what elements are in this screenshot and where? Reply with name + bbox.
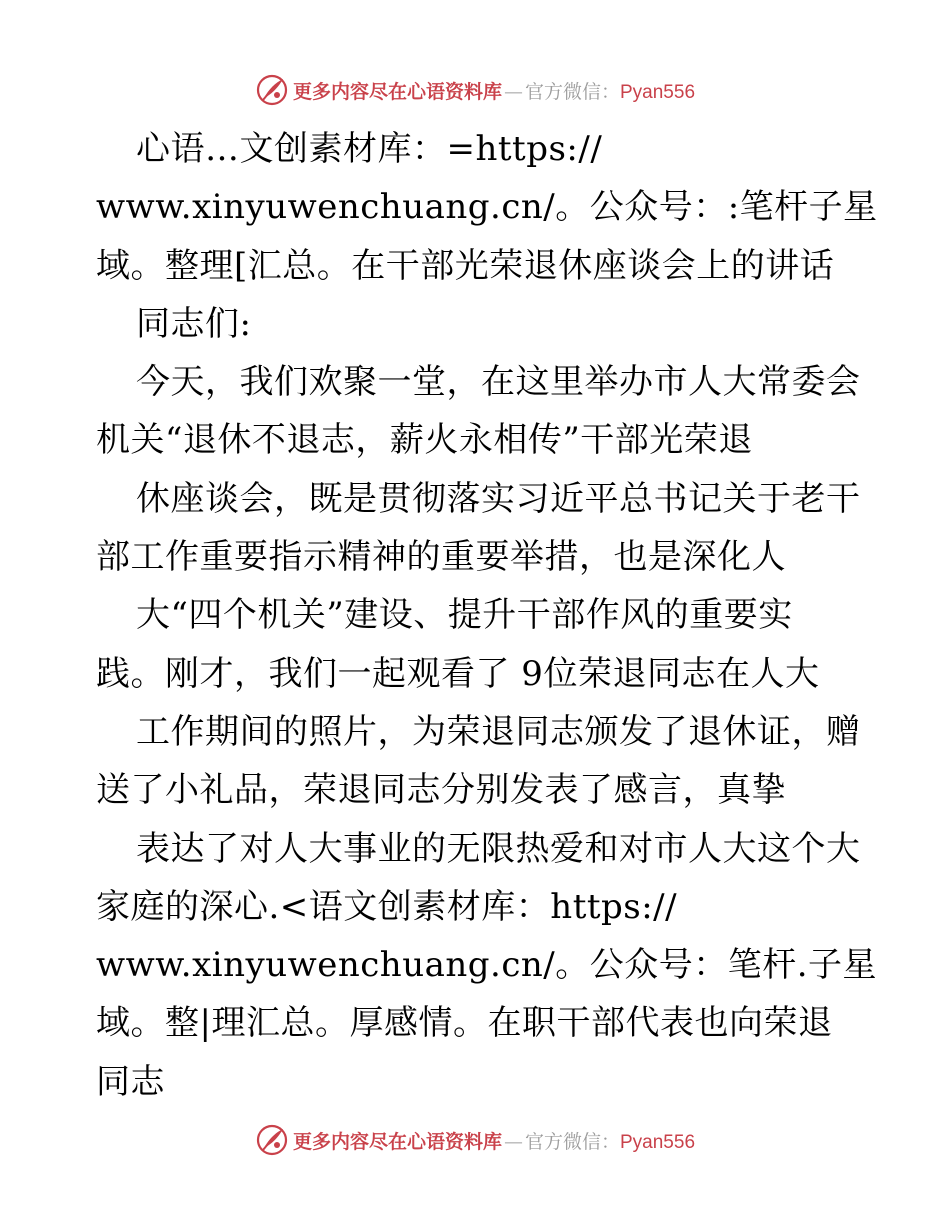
feather-pen-logo-icon (255, 1123, 289, 1157)
footer-promo-text: 更多内容尽在心语资料库 (292, 1130, 502, 1153)
body-line: 践。刚才，我们一起观看了 9位荣退同志在人大 (96, 653, 820, 694)
header-wechat-id: Pyan556 (620, 81, 696, 103)
body-line: 同志 (96, 1061, 165, 1102)
body-line: 域。整理[汇总。在干部光荣退休座谈会上的讲话 (96, 245, 835, 286)
feather-pen-logo-icon (255, 73, 289, 107)
footer-wechat-label: 官方微信： (524, 1130, 620, 1153)
footer-wechat-id: Pyan556 (620, 1131, 696, 1153)
body-line: 家庭的深心.<语文创素材库：https:// (96, 886, 678, 927)
footer-separator: — (503, 1130, 523, 1153)
body-line: 表达了对人大事业的无限热爱和对市人大这个大 (136, 828, 861, 869)
body-line: 工作期间的照片，为荣退同志颁发了退休证，赠 (136, 711, 861, 752)
body-line: 心语…文创素材库：=https:// (136, 129, 603, 169)
body-line: 大“四个机关”建设、提升干部作风的重要实 (136, 595, 793, 636)
body-line: 部工作重要指示精神的重要举措，也是深化人 (96, 537, 786, 578)
footer-promo (293, 1127, 695, 1154)
footer-banner (0, 1120, 950, 1160)
body-line: 休座谈会，既是贯彻落实习近平总书记关于老干 (136, 478, 861, 519)
document-body (96, 120, 876, 1111)
header-promo-text: 更多内容尽在心语资料库 (292, 80, 502, 103)
header-banner (0, 70, 950, 110)
body-line: 送了小礼品，荣退同志分别发表了感言，真挚 (96, 770, 786, 811)
body-line: 机关“退休不退志，薪火永相传”干部光荣退 (96, 420, 753, 461)
body-line: 域。整|理汇总。厚感情。在职干部代表也向荣退 (96, 1003, 833, 1044)
header-promo (293, 77, 695, 104)
header-wechat-label: 官方微信： (524, 80, 620, 103)
body-line: www.xinyuwenchuang.cn/。公众号：笔杆.子星 (96, 945, 878, 986)
body-line: www.xinyuwenchuang.cn/。公众号：:笔杆子星 (96, 187, 878, 228)
header-separator: — (503, 80, 523, 103)
body-line: 今天，我们欢聚一堂，在这里举办市人大常委会 (136, 362, 861, 403)
salutation: 同志们: (136, 303, 252, 344)
